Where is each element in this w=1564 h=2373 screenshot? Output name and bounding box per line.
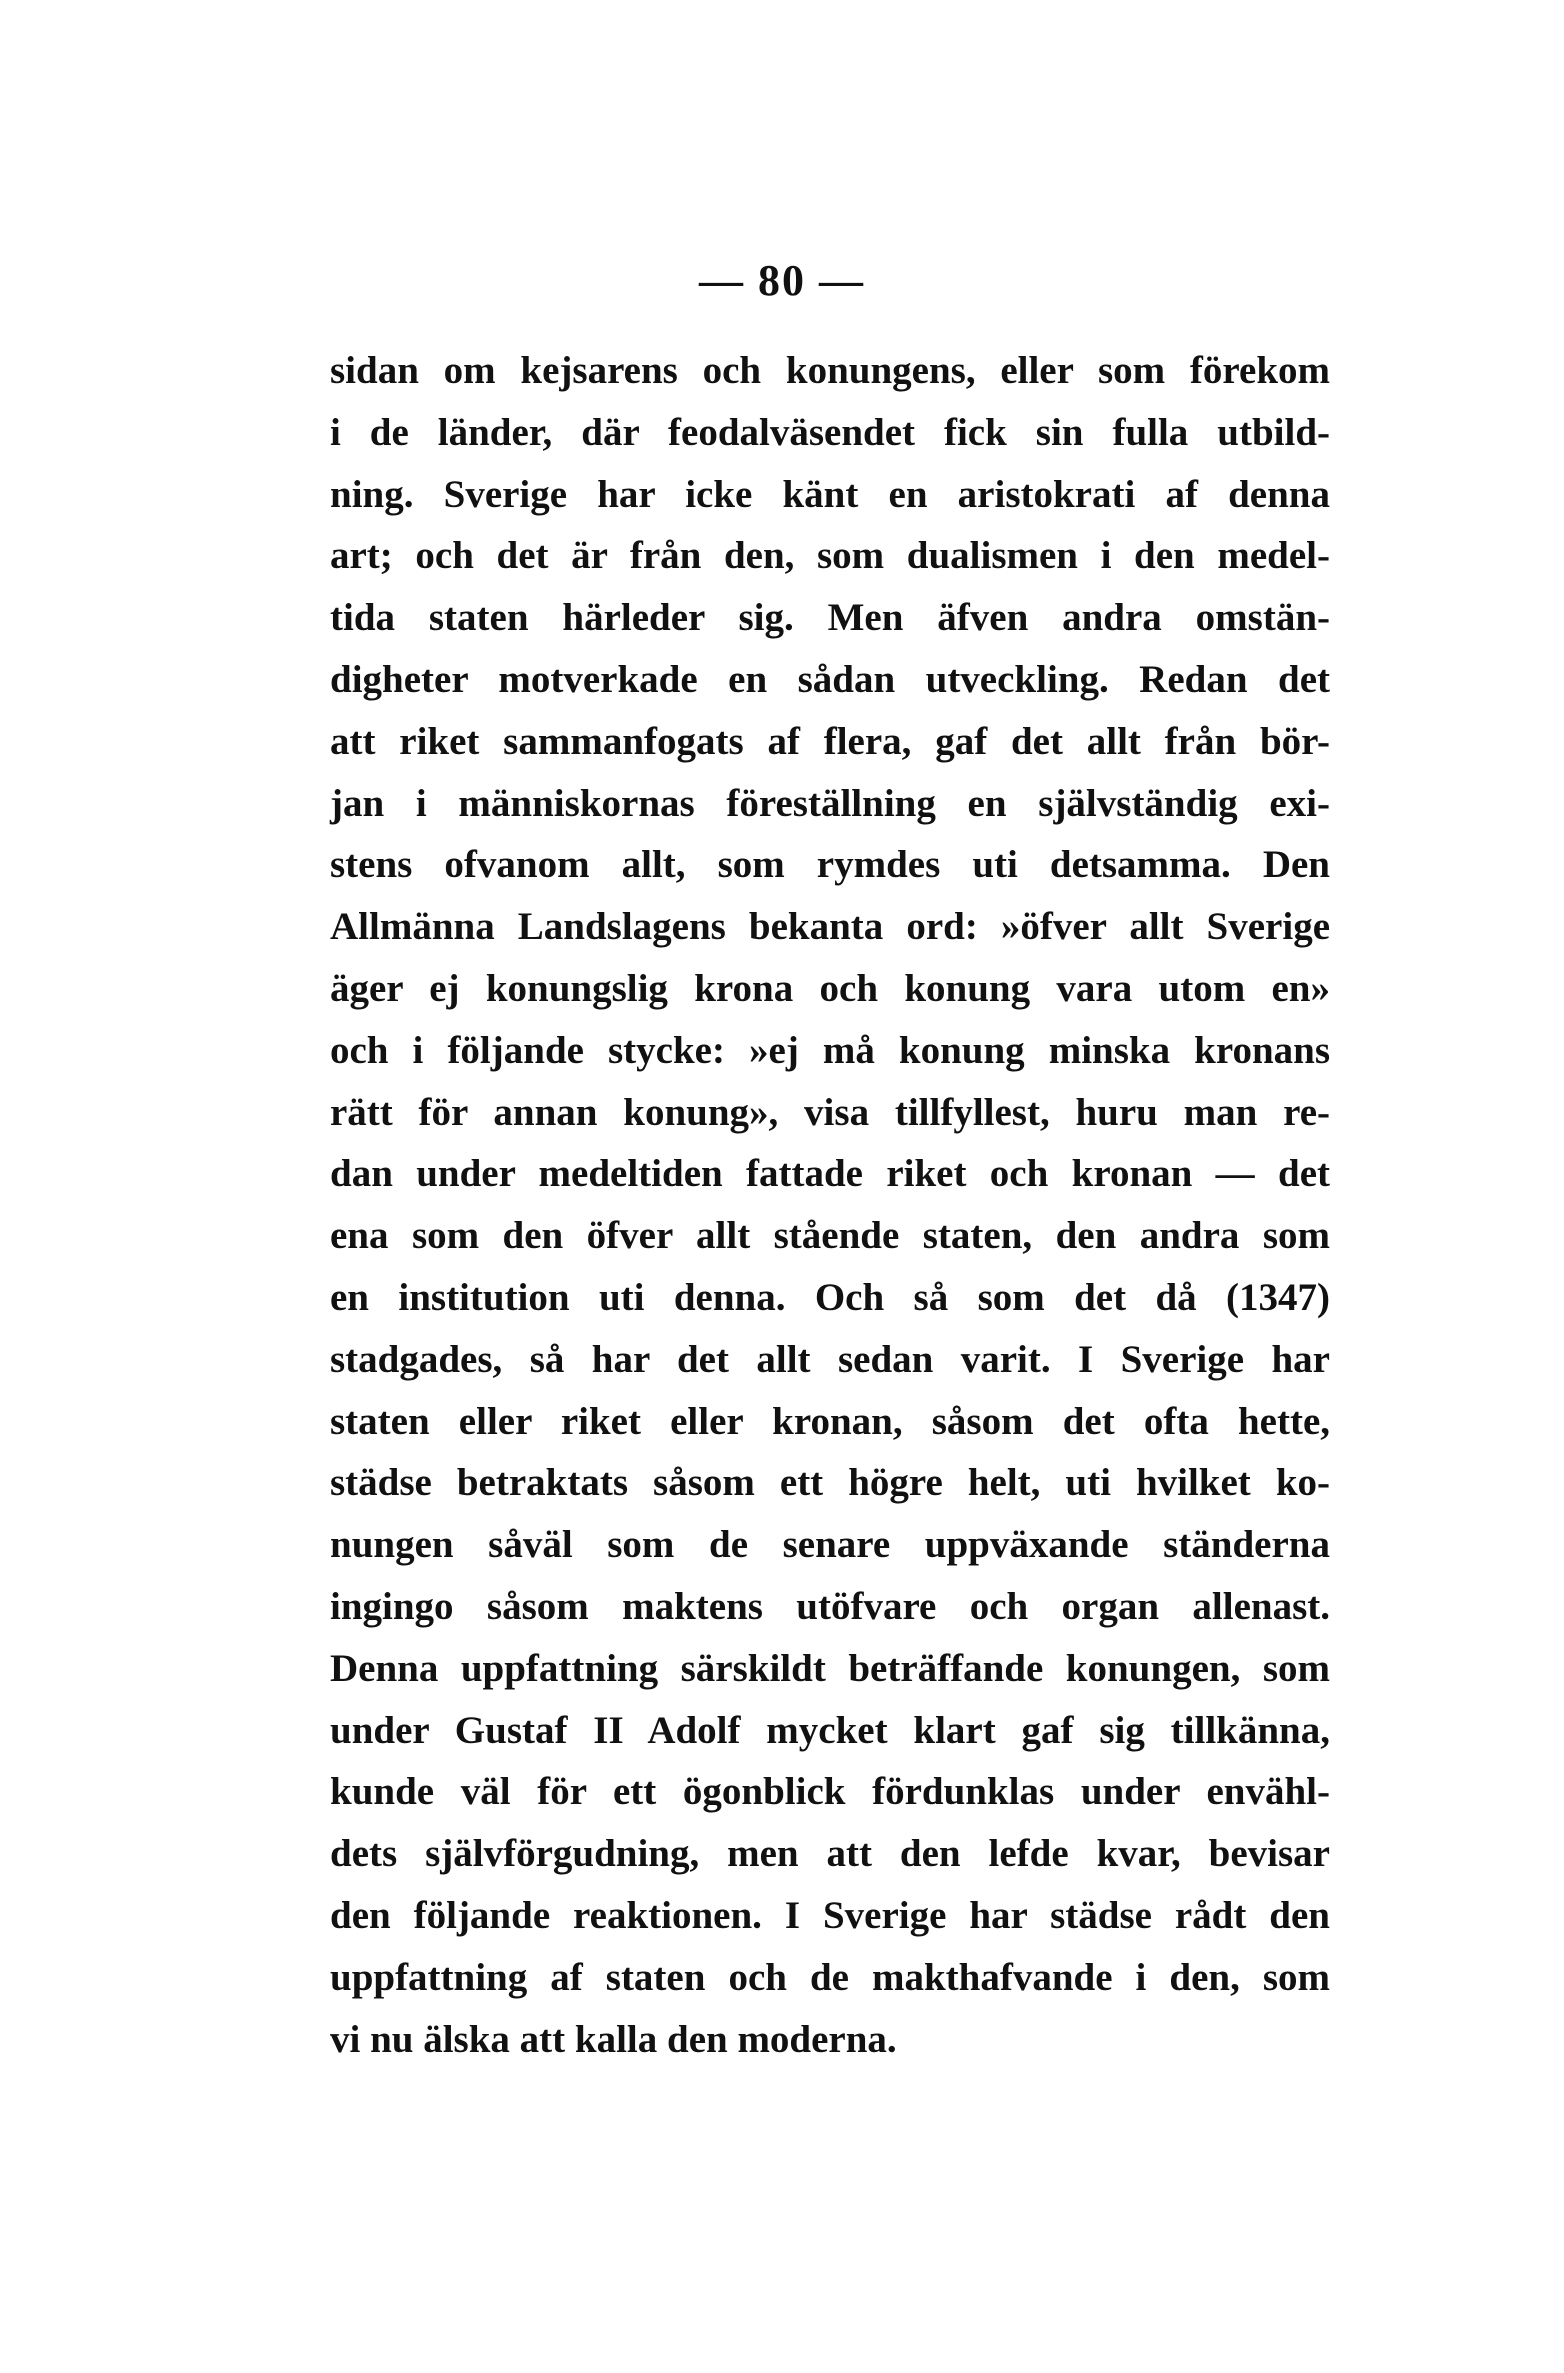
text-line: jan i människornas föreställning en självständig exi-: [330, 781, 1330, 825]
text-line: Allmänna Landslagens bekanta ord: »öfver allt Sverige: [330, 905, 1330, 949]
text-line: uppfattning af staten och de makthafvande i den, som: [330, 1955, 1330, 1999]
text-line: ingingo såsom maktens utöfvare och organ allenast.: [330, 1584, 1330, 1628]
text-line: digheter motverkade en sådan utveckling. Redan det: [330, 657, 1330, 701]
text-line: en institution uti denna. Och så som det då (1347): [330, 1275, 1330, 1319]
text-line: art; och det är från den, som dualismen i den medel-: [330, 534, 1330, 578]
text-line: tida staten härleder sig. Men äfven andra omstän-: [330, 596, 1330, 640]
text-line: att riket sammanfogats af flera, gaf det allt från bör-: [330, 719, 1330, 763]
text-line: i de länder, där feodalväsendet fick sin fulla utbild-: [330, 410, 1330, 454]
text-line: nungen såväl som de senare uppväxande ständerna: [330, 1523, 1330, 1567]
text-line: stens ofvanom allt, som rymdes uti detsamma. Den: [330, 843, 1330, 887]
text-line: Denna uppfattning särskildt beträffande konungen, som: [330, 1646, 1330, 1690]
text-line: dan under medeltiden fattade riket och kronan — det: [330, 1152, 1330, 1196]
text-line: och i följande stycke: »ej må konung minska kronans: [330, 1028, 1330, 1072]
body-text: [330, 340, 1330, 2070]
text-line: städse betraktats såsom ett högre helt, uti hvilket ko-: [330, 1461, 1330, 1505]
text-line: sidan om kejsarens och konungens, eller som förekom: [330, 349, 1330, 392]
text-line: äger ej konungslig krona och konung vara utom en»: [330, 966, 1330, 1010]
text-line: staten eller riket eller kronan, såsom det ofta hette,: [330, 1399, 1330, 1443]
text-line: vi nu älska att kalla den moderna.: [330, 2017, 897, 2061]
page-number: — 80 —: [699, 256, 865, 305]
text-line: ning. Sverige har icke känt en aristokrati af denna: [330, 472, 1330, 516]
text-line: rätt för annan konung», visa tillfyllest, huru man re-: [330, 1090, 1330, 1134]
text-line: ena som den öfver allt stående staten, den andra som: [330, 1214, 1330, 1258]
text-line: stadgades, så har det allt sedan varit. I Sverige har: [330, 1337, 1330, 1381]
text-line: dets självförgudning, men att den lefde kvar, bevisar: [330, 1832, 1330, 1876]
text-line: kunde väl för ett ögonblick fördunklas under envähl-: [330, 1770, 1330, 1814]
text-line: under Gustaf II Adolf mycket klart gaf sig tillkänna,: [330, 1708, 1330, 1752]
text-line: den följande reaktionen. I Sverige har städse rådt den: [330, 1893, 1330, 1937]
